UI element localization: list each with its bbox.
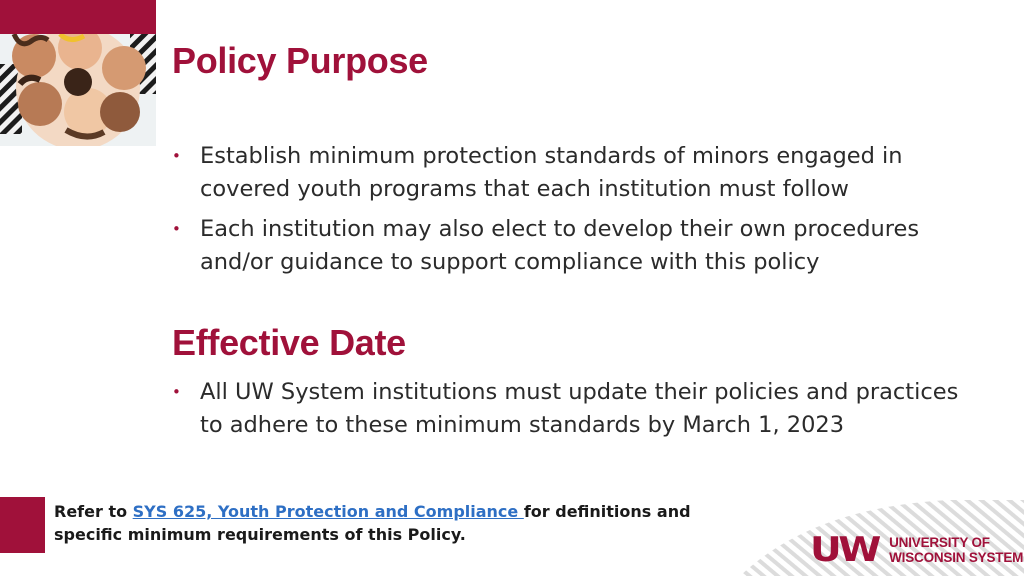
uw-logo-mark: UW — [810, 530, 878, 570]
list-item-text: All UW System institutions must update their policies and practices to adhere to these minimum standards by March 1, 2023 — [200, 379, 959, 438]
bullet-dot-icon: • — [172, 147, 181, 165]
logo-line-1: UNIVERSITY OF — [889, 535, 990, 550]
reference-prefix: Refer to — [54, 502, 133, 521]
list-item — [172, 140, 972, 206]
corner-accent-bar — [0, 0, 156, 34]
purpose-bullet-list — [172, 140, 972, 286]
logo-line-2: WISCONSIN SYSTEM — [889, 550, 1024, 565]
uw-system-logo — [810, 530, 1023, 570]
list-item-text: Establish minimum protection standards of minors engaged in covered youth programs that each institution must follow — [200, 143, 903, 202]
reference-note — [54, 500, 694, 546]
bullet-dot-icon: • — [172, 383, 181, 401]
list-item — [172, 213, 972, 279]
list-item — [172, 376, 972, 442]
reference-suffix: for definitions and specific minimum requirements of this Policy. — [54, 502, 691, 544]
list-item-text: Each institution may also elect to develop their own procedures and/or guidance to support compliance with this policy — [200, 216, 920, 275]
uw-logo-wordmark — [889, 535, 1023, 565]
children-circle-photo — [0, 34, 156, 146]
effective-date-bullet-list — [172, 376, 972, 449]
bullet-dot-icon: • — [172, 220, 181, 238]
policy-purpose-heading: Policy Purpose — [172, 40, 428, 81]
sys-625-link[interactable]: SYS 625, Youth Protection and Compliance — [132, 502, 524, 521]
effective-date-heading: Effective Date — [172, 322, 406, 363]
reference-accent-square — [0, 497, 45, 553]
